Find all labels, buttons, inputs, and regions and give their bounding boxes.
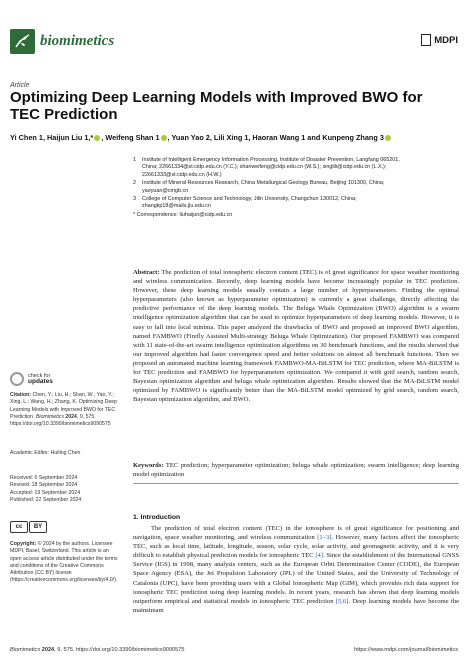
affiliation-text: College of Computer Science and Technology, Jilin University, Changchun 130012, China; zhangkp18@mails.jlu.edu.cn (142, 196, 357, 210)
cc-icon: cc (10, 521, 28, 533)
affiliation-text: Institute of Intelligent Emergency Information Processing, Institute of Disaster Prevention, Langfang 065201, China; 22661334@st.cidp.edu.cn (Y.C.); shanweifeng@cidp.edu.cn (W.S.); xinglili@cidp.edu.cn (L.X.); 22661333@st.cidp.edu.cn (H.W.) (142, 157, 400, 178)
mdpi-logo-icon (421, 34, 431, 46)
affiliation-item (133, 196, 463, 211)
check-updates-icon (10, 372, 24, 386)
citation-label: Citation: (10, 392, 32, 398)
footer-journal-link[interactable]: https://www.mdpi.com/journal/biomimetics (354, 647, 458, 653)
affiliation-number: 2 (133, 180, 136, 187)
check-updates-label (28, 373, 53, 385)
citation-year: 2024 (65, 413, 77, 420)
affiliation-text: Institute of Mineral Resources Research, China Metallurgical Geology Bureau, Beijing 101300, China; yaoyuan@cmgb.cn (142, 180, 385, 194)
footer-citation (10, 647, 184, 653)
by-icon: BY (29, 521, 47, 533)
author-list: Yi Chen 1, Haijun Liu 1,* , Weifeng Shan 1 , Yuan Yao 2, Lili Xing 1, Haoran Wang 1 and Kunpeng Zhang 3 (10, 133, 470, 142)
footer-journal: Biomimetics (10, 647, 41, 653)
cc-license-badge[interactable] (10, 521, 48, 533)
intro-text: The prediction of total electron content (TEC) in the ionosphere is of great significance for positioning and navigation, space weather monitoring, and wireless communication (133, 525, 459, 542)
copyright-label: Copyright: (10, 541, 37, 547)
article-type: Article (10, 82, 30, 89)
author-group-1: Yi Chen 1, Haijun Liu 1,* (10, 133, 94, 142)
publication-dates (10, 475, 120, 504)
introduction-paragraph (133, 524, 459, 615)
date-published: Published: 22 September 2024 (10, 496, 82, 503)
abstract-text: The prediction of total ionospheric electron content (TEC) is of great significance for space weather monitoring and wireless communication. Recently, deep learning models have become increasingly popular in TEC prediction. However, these deep learning models usually contain a large number of hyperparameters. Finding the optimal hyperparameters (also known as hyperparameter optimization) is currently a great challenge, directly affecting the predictive performance of the deep learning models. The Beluga Whale Optimization (BWO) algorithm is a swarm intelligence optimization algorithm that can be used to optimize hyperparameters of deep learning models. However, it is easy to fall into local minima. This paper analyzed the drawbacks of BWO and proposed an improved BWO algorithm, named FAMBWO (Firefly Assisted Multi-strategy Beluga Whale Optimization). Our proposed FAMBWO was compared with 11 state-of-the-art swarm intelligence optimization algorithms on 30 benchmark functions, and the results showed that our improved algorithm had faster convergence speed and better solutions on almost all benchmark functions. Then we proposed an automated machine learning framework FAMBWO-MA-BiLSTM for TEC prediction, where MA-BiLSTM is for TEC prediction and FAMBWO for hyperparameters optimization. We compared it with grid search, random search, Bayesian optimization algorithm and beluga whale optimization algorithm. Results showed that the MA-BiLSTM model optimized by FAMBWO is significantly better than the MA-BiLSTM model optimized by grid search, random search, Bayesian optimization algorithm, and BWO. (133, 269, 459, 404)
intro-text: . However, many factors affect the ionospheric TEC, such as local time, latitude, longitude, season, solar cycle, solar activity, and geomagnetic activity, and it is very difficult to establish physical prediction models for ionospheric TEC (133, 534, 459, 560)
section-heading: 1. Introduction (133, 514, 181, 521)
citation-link[interactable]: [1–3] (317, 534, 332, 542)
journal-logo-icon (10, 29, 35, 54)
keywords-label: Keywords: (133, 462, 164, 469)
check-for-updates-button[interactable] (10, 372, 53, 386)
journal-name[interactable]: biomimetics (40, 33, 115, 49)
correspondence: * Correspondence: liuhaijun@cidp.edu.cn (133, 211, 233, 218)
keywords-text: TEC prediction; hyperparameter optimization; beluga whale optimization; swarm intelligence; deep learning model optimization (133, 462, 459, 479)
affiliation-item (133, 157, 463, 179)
publisher-logo[interactable] (421, 34, 458, 46)
copyright-block (10, 541, 120, 585)
orcid-icon[interactable] (94, 135, 100, 141)
affiliation-number: 3 (133, 196, 136, 203)
orcid-icon[interactable] (385, 135, 391, 141)
citation-block (10, 392, 120, 428)
date-accepted: Accepted: 19 September 2024 (10, 489, 81, 496)
footer-year: 2024 (41, 647, 55, 653)
academic-editor: Academic Editor: Huiling Chen (10, 450, 81, 456)
citation-volume[interactable]: , 9, 575. https://doi.org/10.3390/biomimetics9090575 (10, 413, 111, 428)
date-revised: Revised: 18 September 2024 (10, 482, 78, 489)
intro-text: . Since the establishment of the International GNSS Service (IGS) in 1998, many analysis centers, such as the European Orbit Determination Center (CODE), the European Space Agency (ESA), the Jet Propulsion Laboratory (JPL) of the United States, and the University of Technology of Catalonia (UPC), have been providing users with a Global Ionospheric Map (GIM), which provides rich data support for ionospheric TEC prediction using deep learning models. In recent years, research has shown that deep learning models outperform empirical and statistical models in ionospheric TEC prediction (133, 552, 459, 605)
intro-text: . Deep learning models have become the mainstream (133, 597, 459, 614)
date-received: Received: 6 September 2024 (10, 475, 78, 481)
citation-journal: Biomimetics (35, 413, 64, 420)
paper-title: Optimizing Deep Learning Models with Improved BWO for TEC Prediction (10, 89, 423, 123)
author-group-3: Yuan Yao 2, Lili Xing 1, Haoran Wang 1 and Kunpeng Zhang 3 (171, 133, 384, 142)
copyright-text: © 2024 by the authors. Licensee MDPI, Basel, Switzerland. This article is an open access article distributed under the terms and conditions of the Creative Commons Attribution (CC BY) license (https://creativecommons.org/licenses/by/4.0/). (10, 541, 118, 584)
citation-link[interactable]: [4] (315, 552, 323, 560)
publisher-name: MDPI (434, 34, 458, 46)
footer-doi[interactable]: , 9, 575. https://doi.org/10.3390/biomimetics9090575 (54, 647, 185, 653)
author-group-2: Weifeng Shan 1 (105, 133, 160, 142)
journal-header (10, 29, 114, 54)
keywords (133, 461, 459, 479)
check-updates-line1: check for (28, 372, 51, 379)
divider (133, 483, 459, 484)
orcid-icon[interactable] (161, 135, 167, 141)
abstract (133, 268, 459, 404)
affiliation-number: 1 (133, 157, 136, 163)
abstract-label: Abstract: (133, 269, 160, 276)
affiliations (133, 157, 463, 219)
citation-text: Chen, Y.; Liu, H.; Shan, W.; Yao, Y.; Xing, L.; Wang, H.; Zhang, K. Optimizing Deep Learning Models with Improved BWO for TEC Prediction. (10, 392, 118, 420)
affiliation-item (133, 180, 463, 195)
citation-link[interactable]: [5,6] (335, 597, 349, 605)
check-updates-line2: updates (28, 378, 53, 385)
